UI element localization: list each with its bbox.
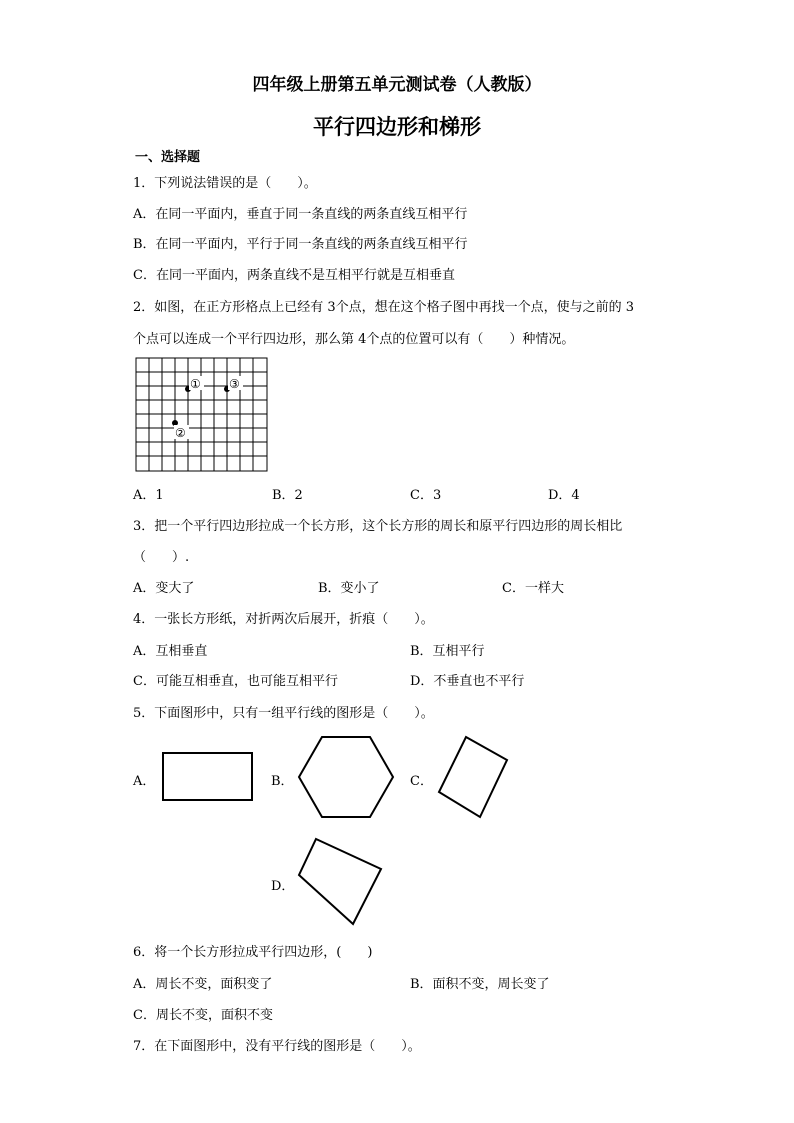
question-6-option-c: C．周长不变，面积不变 — [133, 1008, 273, 1023]
dot-grid-figure — [135, 357, 269, 473]
question-3-option-b: B．变小了 — [318, 581, 380, 596]
section-heading: 一、选择题 — [135, 150, 201, 165]
question-5-option-b: B． — [271, 774, 294, 789]
shape-hexagon — [296, 734, 396, 820]
question-7-stem: 7．在下面图形中，没有平行线的图形是（ ）。 — [133, 1039, 421, 1054]
question-2-stem-line1: 2．如图，在正方形格点上已经有 3个点，想在这个格子图中再找一个点，使与之前的 3 — [133, 300, 635, 315]
question-6-option-a: A．周长不变，面积变了 — [133, 977, 273, 992]
question-1-option-c: C．在同一平面内，两条直线不是互相平行就是互相垂直 — [133, 268, 455, 283]
question-3-stem-line2: （ ）. — [133, 550, 190, 565]
question-5-stem: 5．下面图形中，只有一组平行线的图形是（ ）。 — [133, 706, 434, 721]
question-3-option-c: C．一样大 — [502, 581, 564, 596]
shape-quadrilateral — [296, 836, 386, 928]
shape-rectangle — [160, 750, 256, 804]
shape-rhombus — [436, 734, 510, 820]
question-6-option-b: B．面积不变，周长变了 — [410, 977, 550, 992]
question-4-option-a: A．互相垂直 — [133, 644, 208, 659]
question-3-option-a: A．变大了 — [133, 581, 195, 596]
question-2-option-d: D．4 — [548, 488, 580, 503]
question-6-stem: 6．将一个长方形拉成平行四边形，( ) — [133, 945, 373, 960]
question-1-stem: 1．下列说法错误的是（ ）。 — [133, 176, 317, 191]
question-4-option-d: D．不垂直也不平行 — [410, 674, 525, 689]
question-4-option-b: B．互相平行 — [410, 644, 485, 659]
exam-title: 四年级上册第五单元测试卷（人教版） — [252, 75, 542, 95]
question-5-option-a: A． — [133, 774, 156, 789]
question-3-stem-line1: 3．把一个平行四边形拉成一个长方形，这个长方形的周长和原平行四边形的周长相比 — [133, 519, 623, 534]
point-label-1: ① — [190, 377, 201, 391]
question-2-option-b: B．2 — [272, 488, 303, 503]
question-4-stem: 4．一张长方形纸，对折两次后展开，折痕（ ）。 — [133, 612, 434, 627]
question-1-option-b: B．在同一平面内，平行于同一条直线的两条直线互相平行 — [133, 237, 468, 252]
question-5-option-c: C． — [410, 774, 433, 789]
grid-lines — [136, 358, 267, 471]
point-label-2: ② — [175, 426, 186, 440]
question-1-option-a: A．在同一平面内，垂直于同一条直线的两条直线互相平行 — [133, 207, 468, 222]
question-4-option-c: C．可能互相垂直，也可能互相平行 — [133, 674, 338, 689]
exam-subtitle: 平行四边形和梯形 — [313, 114, 481, 139]
question-5-option-d: D． — [271, 879, 295, 894]
point-label-3: ③ — [229, 377, 240, 391]
question-2-option-a: A．1 — [133, 488, 164, 503]
question-2-option-c: C．3 — [410, 488, 442, 503]
question-2-stem-line2: 个点可以连成一个平行四边形，那么第 4个点的位置可以有（ ）种情况。 — [133, 332, 575, 347]
